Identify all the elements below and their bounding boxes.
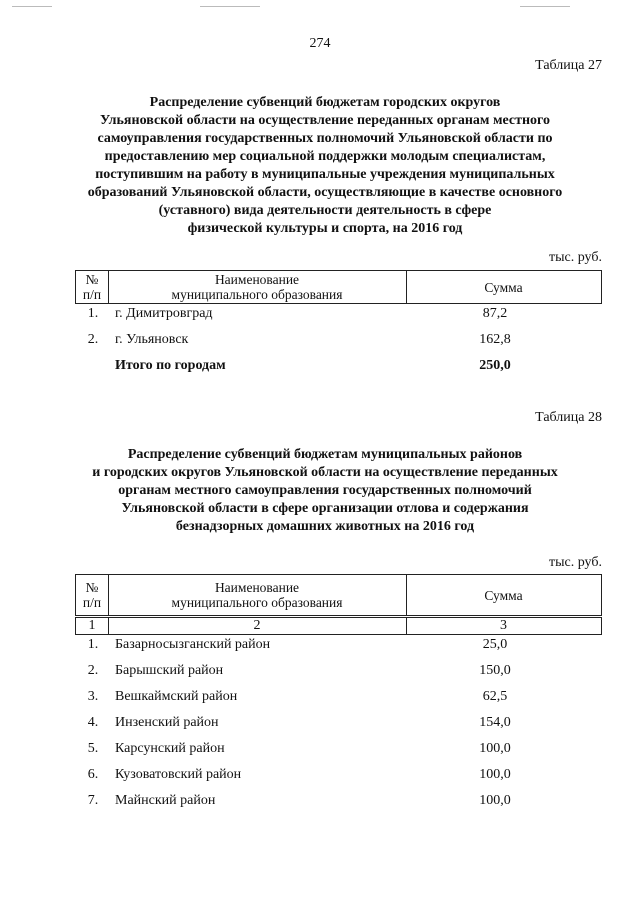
row-name: г. Димитровград [115, 306, 213, 321]
total-sum: 250,0 [479, 358, 511, 373]
table-row [75, 715, 602, 739]
table-row [75, 663, 602, 687]
header-sum: Сумма [484, 279, 523, 295]
header-name: Наименование муниципального образования [171, 272, 343, 302]
row-sum: 162,8 [479, 332, 511, 347]
row-name: Вешкаймский район [115, 689, 238, 704]
row-name: г. Ульяновск [115, 332, 189, 347]
table-row [75, 332, 602, 356]
title-line: физической культуры и спорта, на 2016 год [187, 221, 463, 236]
title-line: Распределение субвенций бюджетам муниципальных районов [127, 447, 523, 462]
row-num: 1. [87, 306, 99, 321]
row-sum: 150,0 [479, 663, 511, 678]
row-sum: 62,5 [482, 689, 508, 704]
col-number: 3 [500, 618, 507, 633]
row-name: Инзенский район [115, 715, 219, 730]
title-line: Ульяновской области на осуществление переданных органам местного [99, 113, 551, 128]
title-line: Распределение субвенций бюджетам городских округов [149, 95, 501, 110]
total-name: Итого по городам [115, 358, 226, 373]
table-row [75, 637, 602, 661]
row-num: 5. [87, 741, 99, 756]
row-num: 3. [87, 689, 99, 704]
table27-header [75, 270, 602, 304]
title-line: (уставного) вида деятельности деятельность в сфере [158, 203, 492, 218]
row-num: 6. [87, 767, 99, 782]
header-sum: Сумма [484, 587, 523, 603]
row-sum: 100,0 [479, 767, 511, 782]
table27-label: Таблица 27 [535, 58, 602, 73]
table-row [75, 767, 602, 791]
table28-unit: тыс. руб. [549, 555, 602, 570]
table28-label: Таблица 28 [535, 410, 602, 425]
table-row [75, 306, 602, 330]
title-line: Ульяновской области в сфере организации отлова и содержания [121, 501, 529, 516]
table-row [75, 741, 602, 765]
row-num: 4. [87, 715, 99, 730]
table-row [75, 793, 602, 817]
table28-header [75, 574, 602, 616]
title-line: безнадзорных домашних животных на 2016 год [175, 519, 475, 534]
row-sum: 100,0 [479, 793, 511, 808]
scan-artifact [12, 6, 52, 7]
row-name: Барышский район [115, 663, 224, 678]
table28-title [60, 446, 590, 536]
scan-artifact [520, 6, 570, 7]
total-row [75, 358, 602, 382]
col-number: 2 [253, 618, 261, 633]
row-num: 7. [87, 793, 99, 808]
title-line: самоуправления государственных полномочий Ульяновской области по [97, 131, 553, 146]
title-line: и городских округов Ульяновской области на осуществление переданных [92, 465, 558, 480]
title-line: органам местного самоуправления государственных полномочий [118, 483, 532, 498]
title-line: предоставлению мер социальной поддержки молодым специалистам, [104, 149, 546, 164]
table-row [75, 689, 602, 713]
col-number: 1 [88, 618, 96, 633]
page-number: 274 [309, 36, 331, 51]
row-num: 2. [87, 663, 99, 678]
row-name: Майнский район [115, 793, 216, 808]
table27-title [60, 94, 590, 238]
row-sum: 154,0 [479, 715, 511, 730]
row-sum: 25,0 [482, 637, 508, 652]
table27-unit: тыс. руб. [549, 250, 602, 265]
row-name: Кузоватовский район [115, 767, 242, 782]
row-sum: 87,2 [482, 306, 508, 321]
row-sum: 100,0 [479, 741, 511, 756]
header-num: № п/п [82, 580, 102, 610]
scan-artifact [200, 6, 260, 7]
title-line: поступившим на работу в муниципальные учреждения муниципальных [95, 167, 555, 182]
row-name: Базарносызганский район [115, 637, 271, 652]
header-name: Наименование муниципального образования [171, 580, 343, 610]
row-num: 2. [87, 332, 99, 347]
row-num: 1. [87, 637, 99, 652]
column-number-row [75, 617, 602, 635]
title-line: образований Ульяновской области, осуществляющие в качестве основного [87, 185, 563, 200]
header-num: № п/п [82, 272, 102, 302]
row-name: Карсунский район [115, 741, 225, 756]
